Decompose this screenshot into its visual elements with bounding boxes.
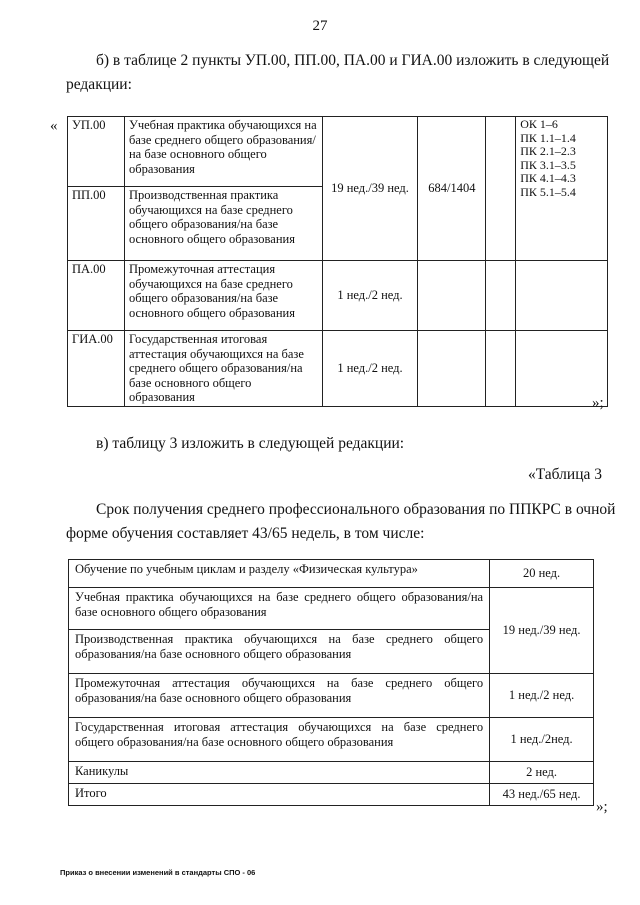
label-cell: Обучение по учебным циклам и разделу «Физическая культура» bbox=[69, 560, 490, 588]
open-quote: « bbox=[50, 118, 58, 134]
table-row bbox=[68, 117, 608, 187]
table-row bbox=[68, 331, 608, 407]
code-cell: ГИА.00 bbox=[68, 331, 125, 407]
practice-weeks-cell: 19 нед./39 нед. bbox=[322, 117, 418, 261]
value-cell: 2 нед. bbox=[490, 762, 594, 784]
intro-line2: форме обучения составляет 43/65 недель, в том числе: bbox=[66, 525, 425, 542]
code-cell: ПП.00 bbox=[68, 187, 125, 261]
value-cell: 20 нед. bbox=[490, 560, 594, 588]
label-cell: Производственная практика обучающихся на базе среднего общего образования/на базе основного общего образования bbox=[69, 630, 490, 674]
competence-item: ПК 1.1–1.4 bbox=[520, 130, 576, 145]
empty-cell bbox=[418, 331, 486, 407]
table-row bbox=[69, 560, 594, 588]
value-cell: 19 нед./39 нед. bbox=[490, 588, 594, 674]
page-number: 27 bbox=[312, 18, 328, 34]
weeks-cell: 1 нед./2 нед. bbox=[322, 261, 418, 331]
weeks-cell: 1 нед./2 нед. bbox=[322, 331, 418, 407]
label-cell: Учебная практика обучающихся на базе среднего общего образования/на базе основного общего образования bbox=[69, 588, 490, 630]
name-cell: Промежуточная аттестация обучающихся на базе среднего общего образования/на базе основного общего образования bbox=[124, 261, 322, 331]
competences-cell bbox=[516, 117, 608, 261]
name-cell: Учебная практика обучающихся на базе среднего общего образования/на базе основного общего образования bbox=[124, 117, 322, 187]
label-cell: Итого bbox=[69, 784, 490, 806]
value-cell: 43 нед./65 нед. bbox=[490, 784, 594, 806]
table-3 bbox=[68, 559, 594, 806]
empty-cell bbox=[486, 117, 516, 261]
name-cell: Производственная практика обучающихся на базе среднего общего образования/на базе основного общего образования bbox=[124, 187, 322, 261]
competence-item: ПК 5.1–5.4 bbox=[520, 184, 576, 199]
intro-line1: Срок получения среднего профессионального образования по ППКРС в очной bbox=[96, 501, 616, 518]
table-row bbox=[69, 588, 594, 630]
table-2-excerpt bbox=[67, 116, 608, 407]
label-cell: Государственная итоговая аттестация обучающихся на базе среднего общего образования/на базе основного общего образования bbox=[69, 718, 490, 762]
label-cell: Промежуточная аттестация обучающихся на базе среднего общего образования/на базе основного общего образования bbox=[69, 674, 490, 718]
paragraph-c: в) таблицу 3 изложить в следующей редакции: bbox=[96, 435, 405, 452]
code-cell: УП.00 bbox=[68, 117, 125, 187]
value-cell: 1 нед./2нед. bbox=[490, 718, 594, 762]
competence-item: ОК 1–6 bbox=[520, 117, 558, 131]
close-quote: »; bbox=[592, 395, 604, 411]
table-row bbox=[69, 718, 594, 762]
table-3-label: «Таблица 3 bbox=[527, 466, 602, 483]
empty-cell bbox=[486, 331, 516, 407]
footer: Приказ о внесении изменений в стандарты СПО - 06 bbox=[60, 868, 256, 877]
code-cell: ПА.00 bbox=[68, 261, 125, 331]
name-cell: Государственная итоговая аттестация обучающихся на базе среднего общего образования/на базе основного общего образования bbox=[124, 331, 322, 407]
competence-item: ПК 3.1–3.5 bbox=[520, 157, 576, 172]
close-quote: »; bbox=[596, 799, 608, 815]
empty-cell bbox=[516, 261, 608, 331]
table-row bbox=[69, 674, 594, 718]
practice-hours-cell: 684/1404 bbox=[418, 117, 486, 261]
competence-item: ПК 2.1–2.3 bbox=[520, 144, 576, 158]
competence-item: ПК 4.1–4.3 bbox=[520, 171, 576, 185]
table-row bbox=[69, 762, 594, 784]
table-row bbox=[68, 261, 608, 331]
paragraph-b-line1: б) в таблице 2 пункты УП.00, ПП.00, ПА.00 и ГИА.00 изложить в следующей bbox=[96, 52, 610, 69]
empty-cell bbox=[418, 261, 486, 331]
table-row bbox=[69, 784, 594, 806]
label-cell: Каникулы bbox=[69, 762, 490, 784]
value-cell: 1 нед./2 нед. bbox=[490, 674, 594, 718]
paragraph-b-line2: редакции: bbox=[66, 76, 132, 93]
empty-cell bbox=[486, 261, 516, 331]
